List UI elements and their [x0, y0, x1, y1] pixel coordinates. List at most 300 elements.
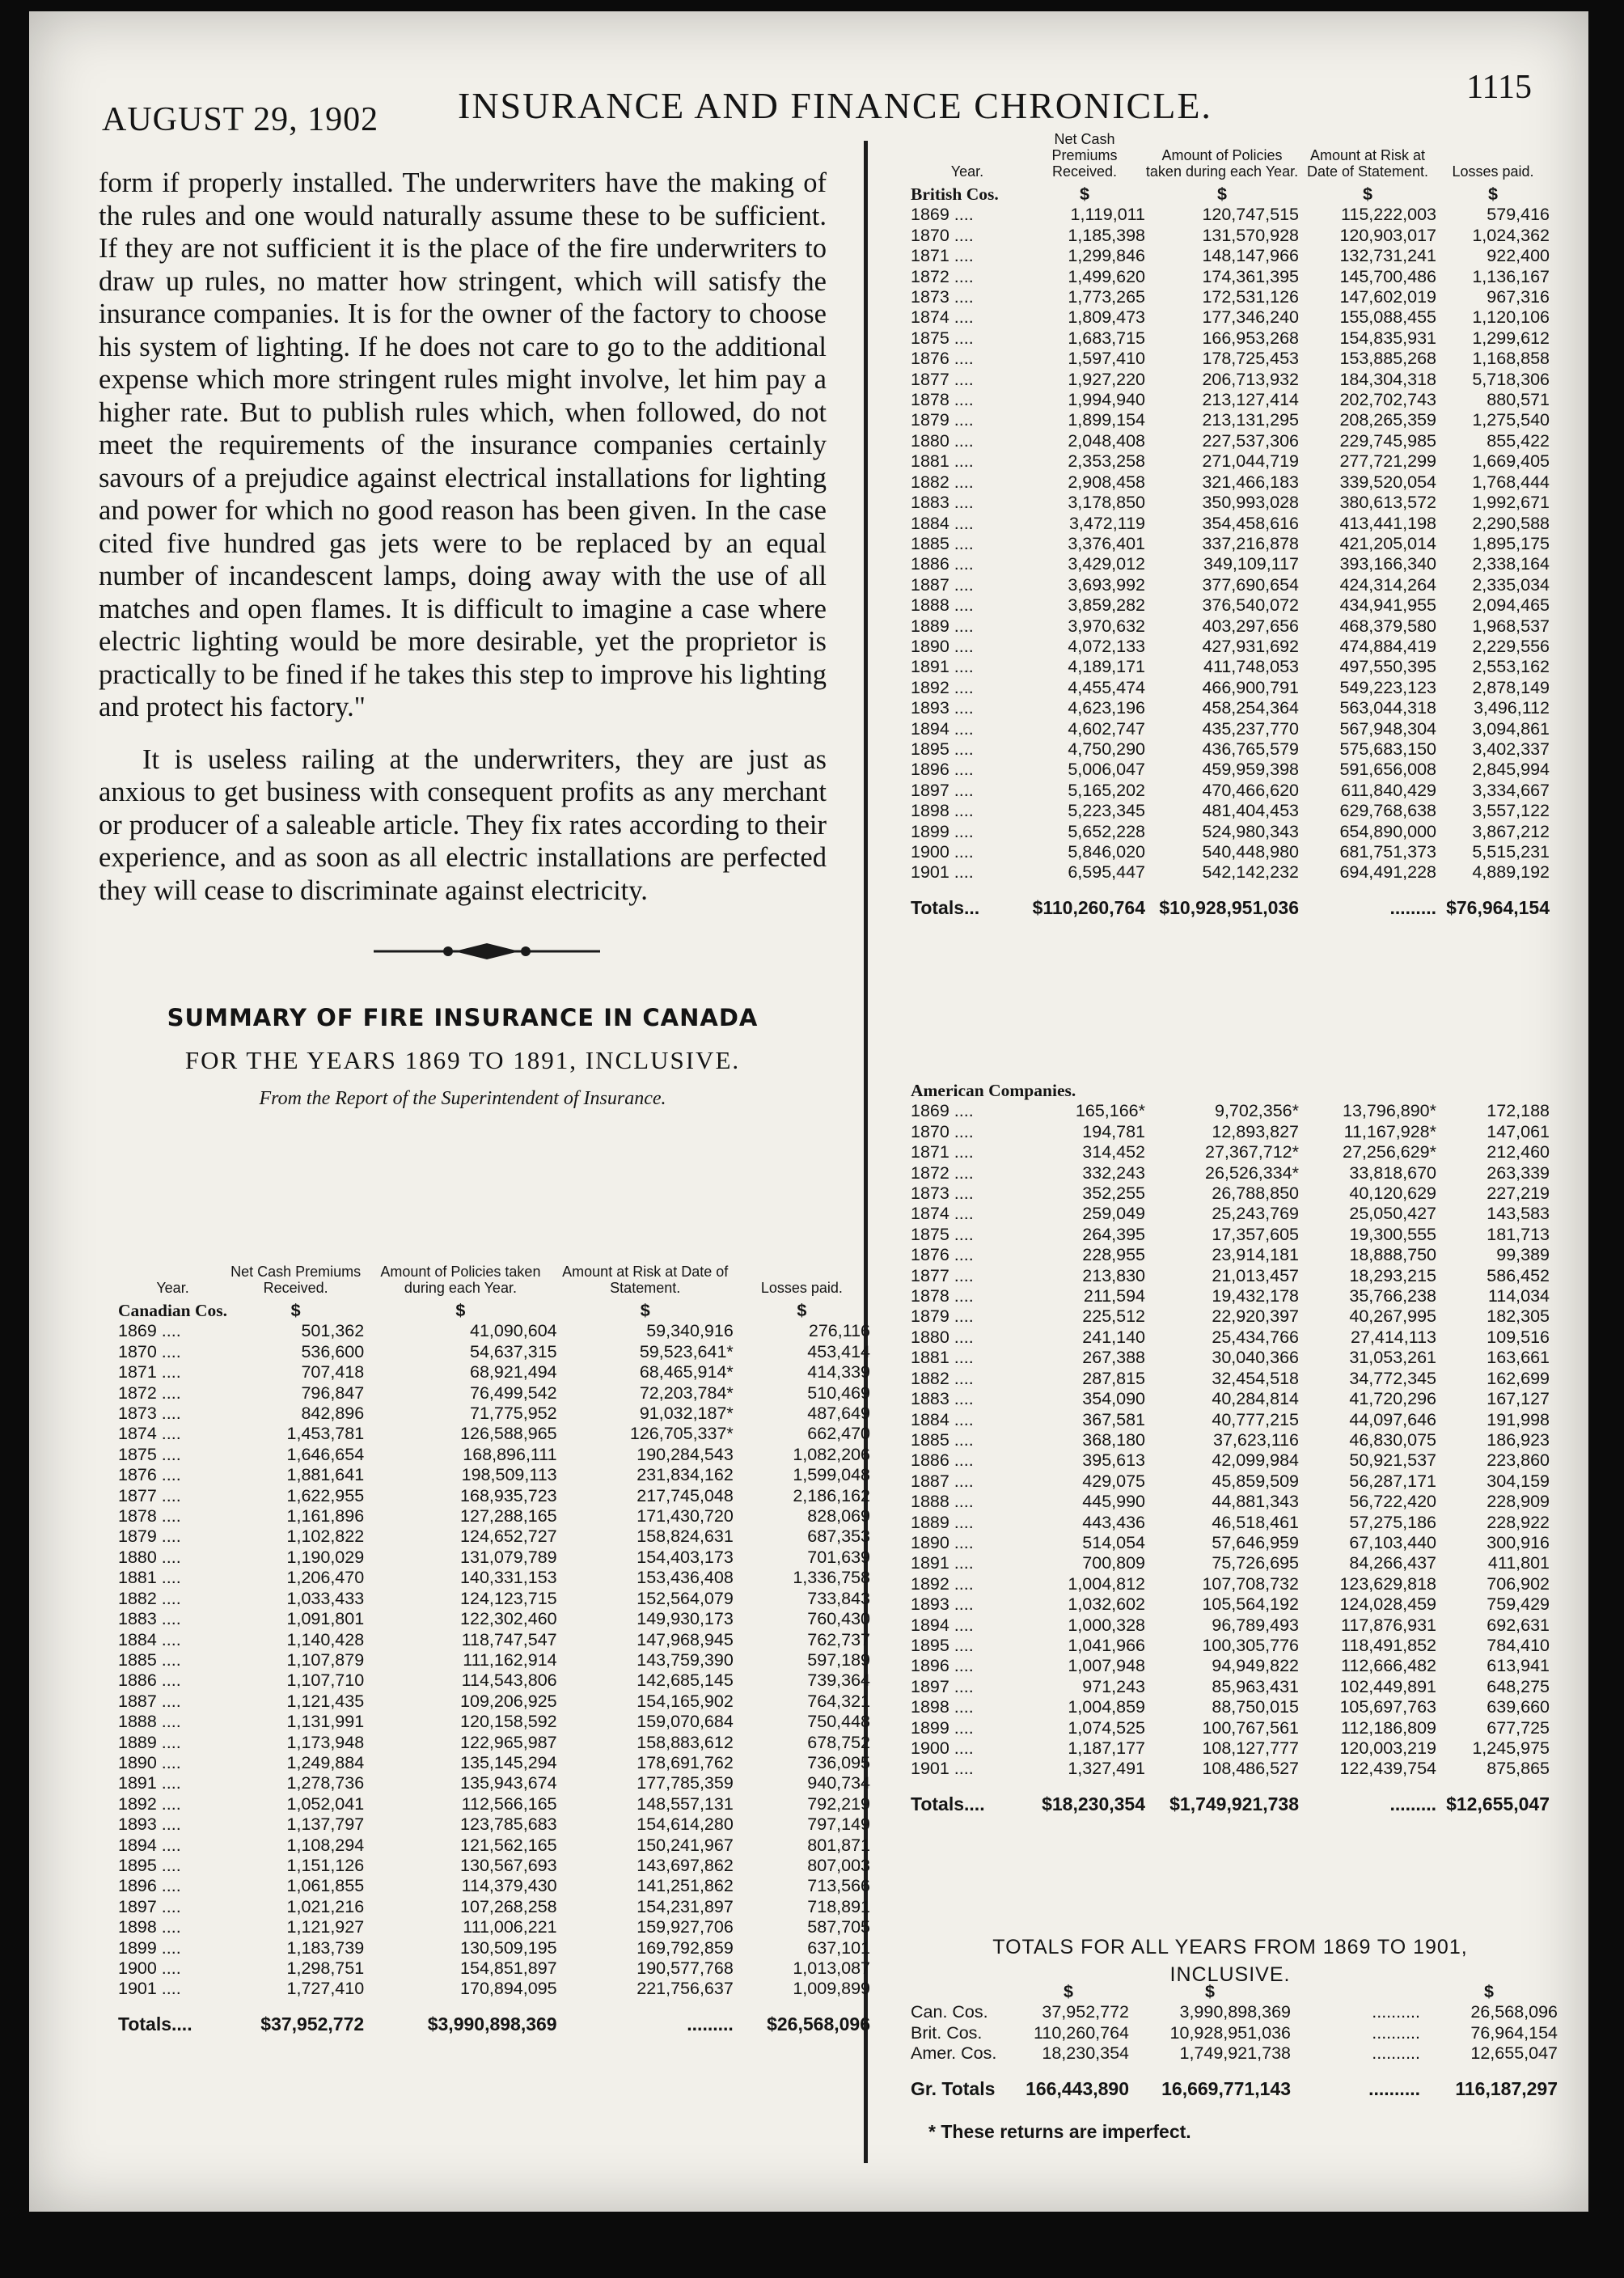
value-cell: 1,809,473: [1068, 307, 1145, 328]
value-cell: 760,430: [807, 1609, 870, 1629]
value-cell: 1,161,896: [286, 1506, 365, 1526]
totals-cell: $1,749,921,738: [1169, 1793, 1299, 1814]
table-row: [911, 822, 1550, 842]
value-cell: 1,009,899: [793, 1979, 870, 1999]
value-cell: 143,759,390: [636, 1649, 734, 1670]
dollar-sign: $: [640, 1301, 650, 1320]
value-cell: 3,334,667: [1472, 780, 1550, 800]
value-cell: 792,219: [807, 1793, 870, 1814]
value-cell: 19,300,555: [1349, 1224, 1436, 1244]
value-cell: 227,219: [1487, 1183, 1550, 1204]
year-cell: 1878 ....: [911, 1286, 974, 1306]
value-cell: 321,466,183: [1202, 472, 1299, 492]
value-cell: 40,120,629: [1349, 1183, 1436, 1204]
value-cell: 44,097,646: [1349, 1409, 1436, 1429]
value-cell: 40,777,215: [1212, 1409, 1299, 1429]
table-row: [911, 1369, 1550, 1389]
value-cell: 159,070,684: [636, 1712, 734, 1732]
group-label: Canadian Cos.: [118, 1301, 228, 1320]
value-cell: 223,860: [1487, 1450, 1550, 1471]
table-row: [911, 1348, 1550, 1368]
totals-row: [911, 883, 1550, 918]
value-cell: 155,088,455: [1339, 307, 1436, 328]
value-cell: 276,116: [808, 1321, 870, 1341]
value-cell: 637,101: [807, 1937, 870, 1958]
year-cell: 1895 ....: [911, 1635, 974, 1655]
table-row: [911, 246, 1550, 266]
group-label-row: [118, 1301, 870, 1321]
table-row: [911, 370, 1550, 390]
year-cell: 1900 ....: [118, 1958, 181, 1978]
value-cell: 875,865: [1487, 1759, 1550, 1779]
value-cell: 629,768,638: [1339, 801, 1436, 821]
value-cell: 228,955: [1082, 1245, 1145, 1265]
value-cell: 1,185,398: [1068, 225, 1145, 245]
year-cell: 1885 ....: [911, 533, 974, 553]
value-cell: 27,256,629*: [1343, 1142, 1436, 1162]
year-cell: 1891 ....: [118, 1773, 181, 1793]
summary-title: SUMMARY OF FIRE INSURANCE IN CANADA: [167, 1004, 759, 1031]
value-cell: 120,747,515: [1202, 205, 1299, 225]
value-cell: 427,931,692: [1202, 636, 1299, 656]
value-cell: 678,752: [807, 1732, 870, 1752]
value-cell: 147,602,019: [1339, 287, 1436, 307]
table-row: [911, 1677, 1550, 1697]
value-cell: 514,054: [1082, 1532, 1145, 1552]
year-cell: 1901 ....: [118, 1979, 181, 1999]
value-cell: 94,949,822: [1212, 1656, 1299, 1676]
value-cell: 880,571: [1487, 390, 1550, 410]
year-cell: 1872 ....: [911, 1162, 974, 1183]
totals-cell: Totals...: [911, 896, 980, 918]
table-row: [911, 1122, 1550, 1142]
table-row: [118, 1609, 870, 1629]
value-cell: 181,713: [1487, 1224, 1550, 1244]
value-cell: 130,509,195: [460, 1937, 557, 1958]
british-table-block: [911, 131, 1550, 918]
table-row: [118, 1568, 870, 1588]
table-row: [911, 739, 1550, 760]
value-cell: 122,965,987: [460, 1732, 557, 1752]
table-row: [911, 307, 1550, 328]
table-row: [911, 862, 1550, 883]
value-cell: 474,884,419: [1339, 636, 1436, 656]
year-cell: 1894 ....: [118, 1835, 181, 1855]
table-row: [118, 1650, 870, 1670]
value-cell: 263,339: [1487, 1162, 1550, 1183]
value-cell: 1,004,859: [1068, 1697, 1145, 1717]
table-row: [118, 1938, 870, 1958]
table-row: [911, 1183, 1550, 1204]
value-cell: 706,902: [1487, 1573, 1550, 1594]
value-cell: 801,871: [807, 1835, 870, 1855]
value-cell: 648,275: [1487, 1676, 1550, 1696]
year-cell: 1892 ....: [911, 1573, 974, 1594]
totals-cell: $26,568,096: [767, 2013, 870, 2035]
value-cell: 2,845,994: [1472, 760, 1550, 780]
value-cell: 177,785,359: [636, 1773, 734, 1793]
year-cell: 1877 ....: [118, 1485, 181, 1505]
value-cell: 1,137,797: [286, 1814, 365, 1835]
year-cell: 1871 ....: [118, 1362, 181, 1382]
table-row: [911, 534, 1550, 554]
table-row: [118, 1794, 870, 1814]
page-number: 1115: [1466, 69, 1532, 106]
year-cell: 1870 ....: [911, 225, 974, 245]
year-cell: 1872 ....: [911, 266, 974, 286]
value-cell: 68,921,494: [470, 1362, 557, 1382]
value-cell: 18,293,215: [1349, 1265, 1436, 1285]
value-cell: 1,082,206: [793, 1444, 870, 1464]
value-cell: 3,472,119: [1068, 513, 1145, 533]
american-table-block: [911, 1081, 1550, 1814]
value-cell: 967,316: [1487, 287, 1550, 307]
summary-subtitle: FOR THE YEARS 1869 TO 1891, INCLUSIVE.: [184, 1046, 741, 1074]
year-cell: 1897 ....: [911, 1676, 974, 1696]
table-row: [911, 493, 1550, 513]
value-cell: 304,159: [1487, 1471, 1550, 1491]
section-ornament: [374, 941, 600, 962]
value-cell: 145,700,486: [1339, 266, 1436, 286]
table-row: [118, 1383, 870, 1404]
value-cell: 123,785,683: [460, 1814, 557, 1835]
value-cell: 159,927,706: [636, 1917, 734, 1937]
table-row: [911, 1389, 1550, 1409]
table-row: [118, 1917, 870, 1937]
canadian-table-body: [118, 1301, 870, 2035]
year-cell: 1895 ....: [911, 739, 974, 759]
value-cell: 563,044,318: [1339, 698, 1436, 718]
value-cell: 68,465,914*: [639, 1362, 734, 1382]
year-cell: 1876 ....: [911, 349, 974, 369]
value-cell: 12,655,047: [1470, 2043, 1558, 2064]
year-cell: 1875 ....: [118, 1444, 181, 1464]
value-cell: 1,768,444: [1472, 472, 1550, 492]
year-cell: 1895 ....: [118, 1855, 181, 1875]
value-cell: 71,775,952: [470, 1404, 557, 1424]
value-cell: 922,400: [1487, 246, 1550, 266]
value-cell: 701,639: [807, 1547, 870, 1567]
value-cell: 121,562,165: [460, 1835, 557, 1855]
value-cell: 194,781: [1082, 1121, 1145, 1141]
table-row: [911, 514, 1550, 534]
value-cell: 750,448: [807, 1712, 870, 1732]
dollar-sign: $: [1217, 184, 1227, 204]
value-cell: 3,376,401: [1068, 533, 1145, 553]
value-cell: 1,927,220: [1068, 369, 1145, 389]
canadian-table-block: [118, 1264, 870, 2035]
table-row: [118, 1876, 870, 1896]
value-cell: 132,731,241: [1339, 246, 1436, 266]
value-cell: 18,230,354: [1042, 2043, 1129, 2064]
table-row: [911, 842, 1550, 862]
table-row: [911, 1759, 1550, 1779]
all-years-title-line-2: INCLUSIVE.: [1169, 1963, 1291, 1986]
table-row: [911, 287, 1550, 307]
value-cell: 1,453,781: [286, 1424, 365, 1444]
value-cell: 413,441,198: [1339, 513, 1436, 533]
value-cell: 45,859,509: [1212, 1471, 1299, 1491]
value-cell: 586,452: [1487, 1265, 1550, 1285]
value-cell: 1,021,216: [286, 1896, 365, 1916]
dollar-sign: $: [1080, 184, 1089, 204]
table-row: [911, 1266, 1550, 1286]
year-cell: 1901 ....: [911, 862, 974, 883]
value-cell: 206,713,932: [1202, 369, 1299, 389]
value-cell: 639,660: [1487, 1697, 1550, 1717]
table-row: [911, 1225, 1550, 1245]
year-cell: 1886 ....: [118, 1670, 181, 1691]
value-cell: 1,683,715: [1068, 328, 1145, 348]
year-cell: 1877 ....: [911, 369, 974, 389]
value-cell: 162,699: [1487, 1368, 1550, 1388]
value-cell: 501,362: [301, 1321, 365, 1341]
value-cell: 172,531,126: [1202, 287, 1299, 307]
table-row: [911, 451, 1550, 472]
value-cell: 213,830: [1082, 1265, 1145, 1285]
value-cell: 1,108,294: [286, 1835, 365, 1855]
value-cell: 26,526,334*: [1205, 1162, 1299, 1183]
group-label: British Cos.: [911, 184, 999, 204]
value-cell: 190,284,543: [636, 1444, 734, 1464]
table-row: [911, 1163, 1550, 1183]
year-cell: 1887 ....: [911, 1471, 974, 1491]
value-cell: 143,697,862: [636, 1855, 734, 1875]
value-cell: 1,881,641: [286, 1465, 365, 1485]
value-cell: 131,079,789: [460, 1547, 557, 1567]
all-years-table-block: [911, 1982, 1558, 2099]
year-cell: 1880 ....: [911, 1327, 974, 1347]
value-cell: 41,090,604: [470, 1321, 557, 1341]
value-cell: 940,734: [807, 1773, 870, 1793]
value-cell: 1,121,927: [286, 1917, 365, 1937]
value-cell: 228,909: [1487, 1492, 1550, 1512]
value-cell: 654,890,000: [1339, 821, 1436, 841]
value-cell: 971,243: [1082, 1676, 1145, 1696]
value-cell: 56,287,171: [1349, 1471, 1436, 1491]
value-cell: 4,750,290: [1068, 739, 1145, 759]
value-cell: 27,367,712*: [1205, 1142, 1299, 1162]
year-cell: 1898 ....: [118, 1917, 181, 1937]
year-cell: 1885 ....: [118, 1649, 181, 1670]
table-row: [911, 801, 1550, 821]
value-cell: 1,024,362: [1472, 225, 1550, 245]
year-cell: 1886 ....: [911, 1450, 974, 1471]
value-cell: 171,430,720: [636, 1506, 734, 1526]
value-cell: 59,523,641*: [639, 1341, 734, 1361]
table-row: [118, 1958, 870, 1979]
value-cell: 807,003: [807, 1855, 870, 1875]
value-cell: 166,953,268: [1202, 328, 1299, 348]
american-companies-table: [911, 1081, 1550, 1814]
value-cell: ..........: [1372, 2022, 1420, 2043]
table-row: [911, 1574, 1550, 1594]
year-cell: 1873 ....: [911, 287, 974, 307]
year-cell: 1871 ....: [911, 1142, 974, 1162]
table-row: [911, 1533, 1550, 1553]
table-row: [911, 1615, 1550, 1636]
value-cell: 613,941: [1487, 1656, 1550, 1676]
value-cell: 497,550,395: [1339, 657, 1436, 677]
year-cell: 1897 ....: [911, 780, 974, 800]
value-cell: 5,165,202: [1068, 780, 1145, 800]
value-cell: 168,935,723: [460, 1485, 557, 1505]
table-row: [118, 1465, 870, 1485]
table-row: [911, 1513, 1550, 1533]
value-cell: 27,414,113: [1350, 1327, 1436, 1347]
year-cell: 1880 ....: [118, 1547, 181, 1567]
value-cell: 154,614,280: [636, 1814, 734, 1835]
col-year: Year.: [156, 1280, 189, 1296]
value-cell: 3,402,337: [1472, 739, 1550, 759]
col-policies: Amount of Policies taken during each Year.: [380, 1264, 541, 1296]
value-cell: 1,168,858: [1472, 349, 1550, 369]
value-cell: 1,327,491: [1068, 1759, 1145, 1779]
value-cell: 5,006,047: [1068, 760, 1145, 780]
table-row: [118, 1773, 870, 1793]
group-label: American Companies.: [911, 1081, 1076, 1100]
col-losses: Losses paid.: [1452, 163, 1534, 180]
table-row: [911, 328, 1550, 349]
totals-cell: 16,669,771,143: [1161, 2077, 1291, 2099]
value-cell: 91,032,187*: [639, 1404, 734, 1424]
value-cell: 50,921,537: [1349, 1450, 1436, 1471]
year-cell: 1889 ....: [911, 616, 974, 636]
value-cell: 1,597,410: [1068, 349, 1145, 369]
value-cell: 459,959,398: [1202, 760, 1299, 780]
value-cell: 84,266,437: [1349, 1553, 1436, 1573]
year-cell: 1879 ....: [118, 1526, 181, 1547]
article-paragraph-2: It is useless railing at the underwriters, they are just as anxious to get business with consequent profits as any merchant or producer of a saleable article. They fix rates according to their experience, and as soon as all electric installations are perfected they will cease to discriminate against electricity.: [99, 743, 827, 906]
value-cell: 2,335,034: [1472, 574, 1550, 595]
value-cell: 764,321: [807, 1691, 870, 1711]
value-cell: 694,491,228: [1339, 862, 1436, 883]
value-cell: 687,353: [807, 1526, 870, 1547]
value-cell: 34,772,345: [1349, 1368, 1436, 1388]
value-cell: 354,090: [1082, 1389, 1145, 1409]
value-cell: 487,649: [807, 1404, 870, 1424]
value-cell: 1,749,921,738: [1179, 2043, 1291, 2064]
value-cell: 1,249,884: [286, 1752, 365, 1772]
value-cell: 57,646,959: [1212, 1532, 1299, 1552]
value-cell: 191,998: [1487, 1409, 1550, 1429]
value-cell: 611,840,429: [1341, 780, 1436, 800]
value-cell: 105,564,192: [1202, 1594, 1299, 1615]
left-column: [99, 167, 827, 1110]
value-cell: 332,243: [1082, 1162, 1145, 1183]
value-cell: 229,745,985: [1339, 430, 1436, 451]
value-cell: 165,166*: [1075, 1101, 1145, 1121]
value-cell: 158,824,631: [636, 1526, 734, 1547]
value-cell: 1,004,812: [1068, 1573, 1145, 1594]
table-row: [911, 1471, 1550, 1492]
table-row: [911, 431, 1550, 451]
year-cell: 1878 ....: [118, 1506, 181, 1526]
value-cell: 368,180: [1082, 1429, 1145, 1450]
value-cell: 1,033,433: [286, 1588, 365, 1608]
year-cell: 1882 ....: [911, 472, 974, 492]
table-row: [911, 1286, 1550, 1306]
year-cell: 1898 ....: [911, 801, 974, 821]
value-cell: 123,629,818: [1339, 1573, 1436, 1594]
year-cell: 1870 ....: [911, 1121, 974, 1141]
value-cell: 130,567,693: [460, 1855, 557, 1875]
totals-cell: .........: [1389, 896, 1436, 918]
value-cell: 100,767,561: [1202, 1717, 1299, 1738]
year-cell: 1875 ....: [911, 1224, 974, 1244]
footnote: * These returns are imperfect.: [928, 2121, 1191, 2142]
value-cell: 12,893,827: [1212, 1121, 1299, 1141]
value-cell: 112,566,165: [461, 1793, 557, 1814]
group-label-row: [911, 1081, 1550, 1101]
year-cell: 1876 ....: [118, 1465, 181, 1485]
value-cell: 109,516: [1487, 1327, 1550, 1347]
value-cell: 1,206,470: [286, 1568, 365, 1588]
value-cell: 540,448,980: [1202, 842, 1299, 862]
value-cell: 5,846,020: [1068, 842, 1145, 862]
value-cell: 429,075: [1082, 1471, 1145, 1491]
year-cell: Amer. Cos.: [911, 2043, 997, 2064]
year-cell: 1877 ....: [911, 1265, 974, 1285]
value-cell: 1,895,175: [1472, 533, 1550, 553]
year-cell: 1870 ....: [118, 1341, 181, 1361]
value-cell: 2,553,162: [1472, 657, 1550, 677]
year-cell: 1896 ....: [911, 1656, 974, 1676]
year-cell: 1900 ....: [911, 1738, 974, 1758]
year-cell: 1882 ....: [911, 1368, 974, 1388]
value-cell: 147,061: [1487, 1121, 1550, 1141]
year-cell: 1899 ....: [911, 821, 974, 841]
value-cell: 154,851,897: [460, 1958, 557, 1978]
value-cell: 1,899,154: [1068, 410, 1145, 430]
value-cell: 264,395: [1082, 1224, 1145, 1244]
value-cell: 99,389: [1496, 1245, 1550, 1265]
year-cell: 1883 ....: [911, 1389, 974, 1409]
value-cell: 1,727,410: [286, 1979, 365, 1999]
value-cell: 102,449,891: [1339, 1676, 1436, 1696]
value-cell: 1,994,940: [1068, 390, 1145, 410]
table-row: [911, 267, 1550, 287]
value-cell: 2,290,588: [1472, 513, 1550, 533]
value-cell: 114,034: [1487, 1286, 1550, 1306]
value-cell: 1,061,855: [286, 1876, 365, 1896]
value-cell: 300,916: [1487, 1532, 1550, 1552]
year-cell: 1881 ....: [911, 1348, 974, 1368]
year-cell: 1896 ....: [118, 1876, 181, 1896]
value-cell: 6,595,447: [1068, 862, 1145, 883]
value-cell: 4,623,196: [1068, 698, 1145, 718]
value-cell: 468,379,580: [1339, 616, 1436, 636]
value-cell: 1,773,265: [1068, 287, 1145, 307]
value-cell: 120,003,219: [1339, 1738, 1436, 1758]
table-row: [911, 678, 1550, 698]
year-cell: 1897 ....: [118, 1896, 181, 1916]
value-cell: 1,646,654: [286, 1444, 365, 1464]
value-cell: 1,299,846: [1068, 246, 1145, 266]
value-cell: 587,705: [807, 1917, 870, 1937]
value-cell: 37,623,116: [1212, 1429, 1299, 1450]
value-cell: 225,512: [1082, 1306, 1145, 1327]
value-cell: 46,830,075: [1349, 1429, 1436, 1450]
year-cell: 1894 ....: [911, 718, 974, 739]
table-row: [911, 2043, 1558, 2064]
totals-cell: $110,260,764: [1032, 896, 1145, 918]
year-cell: 1872 ....: [118, 1382, 181, 1403]
value-cell: 5,652,228: [1068, 821, 1145, 841]
value-cell: 85,963,431: [1212, 1676, 1299, 1696]
value-cell: 177,346,240: [1202, 307, 1299, 328]
table-row: [118, 1589, 870, 1609]
